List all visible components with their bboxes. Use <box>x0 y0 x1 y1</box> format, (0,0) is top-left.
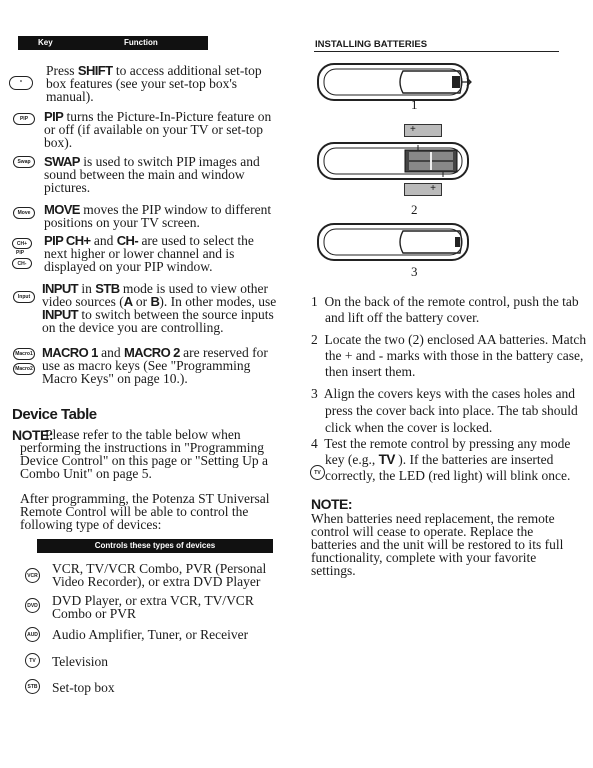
ch-plus-key-icon: CH+ <box>12 238 32 249</box>
step-4: 4 Test the remote control by pressing any mode key (e.g., TV ). If the batteries are inserted correctly, the LED (red light) will blink once. <box>311 436 571 483</box>
shift-key-icon: * <box>9 76 33 90</box>
vcr-device-text: VCR, TV/VCR Combo, PVR (Personal Video Recorder), or extra DVD Player <box>52 561 267 589</box>
vcr-icon: VCR <box>25 568 40 583</box>
tv-icon: TV <box>25 653 40 668</box>
step-3: 3 Align the covers keys with the cases holes and press the cover back into place. The tab should click when the cover is locked. <box>311 386 578 435</box>
function-column-header: Function <box>124 38 158 47</box>
aud-device-text: Audio Amplifier, Tuner, or Receiver <box>52 627 249 642</box>
figure-label-2: 2 <box>411 202 418 217</box>
key-table-header <box>18 36 208 50</box>
macro2-key-icon: Macro2 <box>13 363 35 375</box>
shift-description: Press SHIFT to access additional set-top box features (see your set-top box's manual). <box>46 63 262 104</box>
input-description: INPUT in STB mode is used to view other video sources (A or B). In other modes, use INPUT to switch between the source inputs on the device you are controlling. <box>42 281 277 335</box>
pip-key-icon: PIP <box>13 113 35 125</box>
device-note-text: Please refer to the table below when performing the instructions in "Programming Device Control" on this page or "Setting Up a Combo Unit" on page 5. <box>20 427 268 481</box>
pip-channel-description: PIP CH+ and CH- are used to select the next higher or lower channel and is displayed on your PIP window. <box>44 233 254 274</box>
move-key-icon: Move <box>13 207 35 219</box>
device-after-text: After programming, the Potenza ST Universal Remote Control will be able to control the following type of devices: <box>20 491 270 532</box>
remote-battery-compartment-figure-2 <box>315 137 475 185</box>
device-note-label: NOTE: <box>12 427 54 443</box>
aud-icon: AUD <box>25 627 40 642</box>
tv-device-text: Television <box>52 654 109 669</box>
battery-top <box>404 124 442 137</box>
battery-plus-label: + <box>410 124 416 135</box>
dvd-icon: DVD <box>25 598 40 613</box>
device-table-header: Controls these types of devices <box>37 539 273 553</box>
ch-minus-key-icon: CH- <box>12 258 32 269</box>
stb-icon: STB <box>25 679 40 694</box>
swap-key-icon: Swap <box>13 156 35 168</box>
batteries-title-rule <box>314 51 559 52</box>
battery-bottom <box>404 183 442 196</box>
input-key-icon: Input <box>13 291 35 303</box>
key-column-header: Key <box>38 38 53 47</box>
pip-small-label: PIP <box>16 250 25 256</box>
macro1-key-icon: Macro1 <box>13 348 35 360</box>
device-table-title: Device Table <box>12 406 97 423</box>
battery-note-text: When batteries need replacement, the remote control will cease to operate. Replace the batteries and the unit will be restored to its full functionality, complete with your favorite settings. <box>311 511 564 578</box>
remote-back-figure-1 <box>315 58 475 106</box>
dvd-device-text: DVD Player, or extra VCR, TV/VCR Combo or PVR <box>52 593 254 621</box>
step-2: 2 Locate the two (2) enclosed AA batteries. Match the + and - marks with those in the battery case, then insert them. <box>311 332 587 379</box>
batteries-title: INSTALLING BATTERIES <box>315 39 428 50</box>
pip-description: PIP turns the Picture-In-Picture feature on or off (if available on your TV or set-top box). <box>44 109 272 150</box>
tv-mode-key-icon: TV <box>310 465 325 480</box>
macro-description: MACRO 1 and MACRO 2 are reserved for use as macro keys (See "Programming Macro Keys" on page 10.). <box>42 345 268 386</box>
battery-note-label: NOTE: <box>311 496 353 512</box>
figure-label-3: 3 <box>411 264 418 279</box>
step-1: 1 On the back of the remote control, push the tab and lift off the battery cover. <box>311 294 579 325</box>
move-description: MOVE moves the PIP window to different positions on your TV screen. <box>44 202 272 230</box>
stb-device-text: Set-top box <box>52 680 115 695</box>
battery-plus-label-2: + <box>430 183 436 194</box>
remote-cover-closed-figure-3 <box>315 218 475 266</box>
swap-description: SWAP is used to switch PIP images and sound between the main and window pictures. <box>44 154 260 195</box>
figure-label-1: 1 <box>411 97 418 112</box>
